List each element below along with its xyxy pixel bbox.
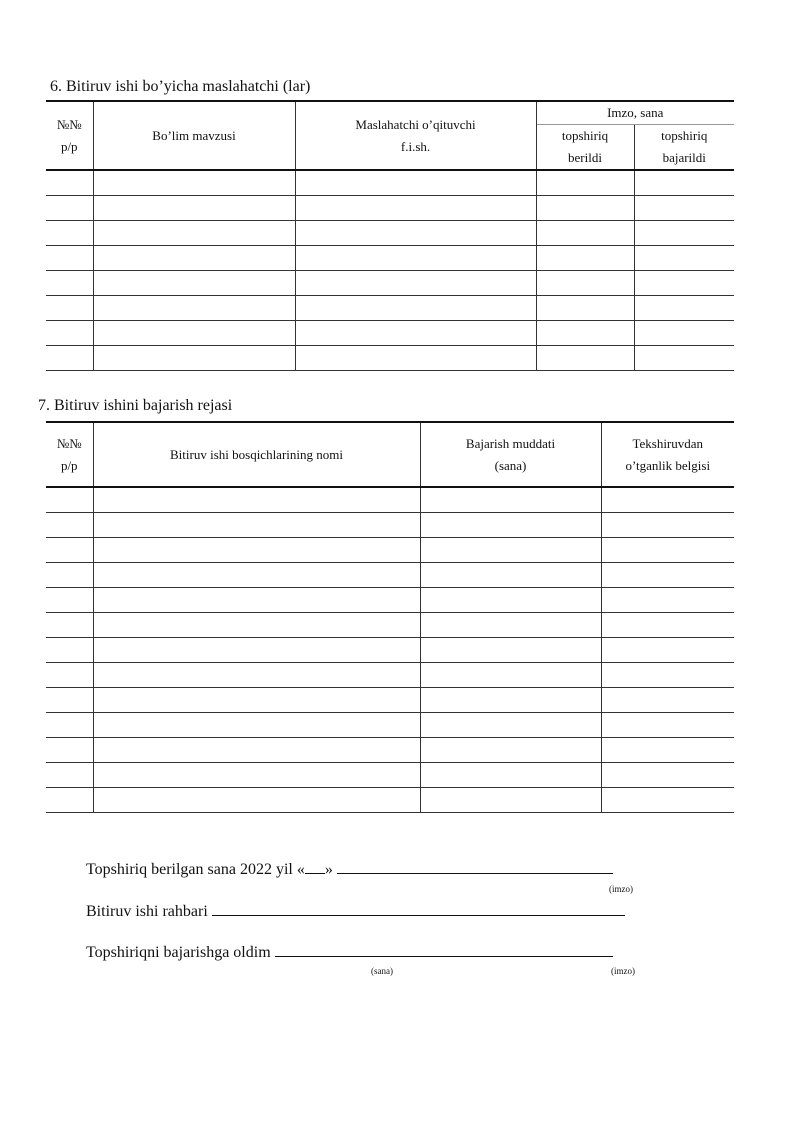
table-cell[interactable] — [46, 196, 93, 221]
table-cell[interactable] — [536, 246, 634, 271]
section-6-heading: 6. Bitiruv ishi bo’yicha maslahatchi (lar) — [50, 78, 311, 95]
table-cell[interactable] — [46, 763, 93, 788]
table-cell[interactable] — [634, 296, 734, 321]
consultants-table — [46, 100, 734, 371]
table-row — [46, 663, 734, 688]
table-cell[interactable] — [420, 513, 601, 538]
table-cell[interactable] — [634, 221, 734, 246]
table-cell[interactable] — [46, 513, 93, 538]
col-consultant-header: Maslahatchi o’qituvchi f.i.sh. — [295, 101, 536, 170]
col-stages-header: Bitiruv ishi bosqichlarining nomi — [93, 422, 420, 487]
table-cell[interactable] — [420, 713, 601, 738]
col-signature-group-header: Imzo, sana — [536, 101, 734, 125]
table-cell[interactable] — [536, 296, 634, 321]
table-cell[interactable] — [93, 321, 295, 346]
imzo-caption: (imzo) — [611, 966, 635, 976]
table-row — [46, 196, 734, 221]
table-cell[interactable] — [46, 170, 93, 196]
table-cell[interactable] — [420, 538, 601, 563]
table-cell[interactable] — [93, 246, 295, 271]
table-cell[interactable] — [46, 738, 93, 763]
table-row — [46, 738, 734, 763]
col-task-done-header: topshiriq bajarildi — [634, 125, 734, 171]
col-number-header: №№ p/p — [46, 101, 93, 170]
table-cell[interactable] — [93, 688, 420, 713]
table-cell[interactable] — [536, 321, 634, 346]
table-cell[interactable] — [601, 788, 734, 813]
table-row — [46, 271, 734, 296]
table-cell[interactable] — [601, 513, 734, 538]
col-check-header: Tekshiruvdan o’tganlik belgisi — [601, 422, 734, 487]
day-blank[interactable] — [305, 858, 325, 874]
table-row — [46, 713, 734, 738]
table-cell[interactable] — [634, 346, 734, 371]
table-cell[interactable] — [93, 738, 420, 763]
table-cell[interactable] — [634, 246, 734, 271]
table-cell[interactable] — [46, 588, 93, 613]
accepted-label: Topshiriqni bajarishga oldim — [86, 944, 271, 961]
table-cell[interactable] — [46, 788, 93, 813]
sana-caption: (sana) — [371, 966, 393, 976]
table-cell[interactable] — [46, 271, 93, 296]
table-cell[interactable] — [295, 196, 536, 221]
table-cell[interactable] — [93, 638, 420, 663]
table-cell[interactable] — [93, 221, 295, 246]
table-cell[interactable] — [295, 221, 536, 246]
accepted-signature-blank[interactable] — [275, 941, 613, 957]
table-cell[interactable] — [46, 221, 93, 246]
table-cell[interactable] — [93, 663, 420, 688]
table-cell[interactable] — [46, 713, 93, 738]
plan-table — [46, 421, 734, 813]
table-cell[interactable] — [93, 487, 420, 513]
table-cell[interactable] — [46, 321, 93, 346]
table-cell[interactable] — [601, 563, 734, 588]
table-cell[interactable] — [420, 487, 601, 513]
assigned-date-label: Topshiriq berilgan sana 2022 yil « — [86, 861, 305, 878]
table-cell[interactable] — [46, 613, 93, 638]
table-cell[interactable] — [601, 588, 734, 613]
table-row — [46, 346, 734, 371]
table-row — [46, 221, 734, 246]
col-task-given-header: topshiriq berildi — [536, 125, 634, 171]
table-cell[interactable] — [601, 638, 734, 663]
table-cell[interactable] — [93, 271, 295, 296]
table-cell[interactable] — [46, 246, 93, 271]
table-cell[interactable] — [93, 538, 420, 563]
supervisor-label: Bitiruv ishi rahbari — [86, 903, 208, 920]
table-cell[interactable] — [420, 688, 601, 713]
table-cell[interactable] — [536, 196, 634, 221]
table-row — [46, 513, 734, 538]
table-cell[interactable] — [601, 713, 734, 738]
table-cell[interactable] — [601, 487, 734, 513]
table-cell[interactable] — [420, 738, 601, 763]
table-row — [46, 246, 734, 271]
col-number-header: №№ p/p — [46, 422, 93, 487]
table-cell[interactable] — [93, 588, 420, 613]
table-row — [46, 563, 734, 588]
table-cell[interactable] — [93, 713, 420, 738]
table-cell[interactable] — [93, 513, 420, 538]
table-cell[interactable] — [601, 738, 734, 763]
table-cell[interactable] — [295, 296, 536, 321]
table-row — [46, 613, 734, 638]
table-cell[interactable] — [420, 563, 601, 588]
table-cell[interactable] — [420, 663, 601, 688]
table-cell[interactable] — [536, 170, 634, 196]
table-cell[interactable] — [634, 196, 734, 221]
section-7-heading: 7. Bitiruv ishini bajarish rejasi — [38, 397, 233, 414]
table-cell[interactable] — [46, 563, 93, 588]
table-cell[interactable] — [634, 321, 734, 346]
table-cell[interactable] — [601, 688, 734, 713]
table-row — [46, 321, 734, 346]
table-row — [46, 763, 734, 788]
assigned-date-signature-blank[interactable] — [337, 858, 613, 874]
table-cell[interactable] — [46, 663, 93, 688]
table-cell[interactable] — [420, 788, 601, 813]
table-cell[interactable] — [46, 346, 93, 371]
table-cell[interactable] — [420, 588, 601, 613]
table-cell[interactable] — [536, 346, 634, 371]
table-cell[interactable] — [601, 538, 734, 563]
col-topic-header: Bo’lim mavzusi — [93, 101, 295, 170]
table-cell[interactable] — [536, 271, 634, 296]
table-cell[interactable] — [295, 321, 536, 346]
table-row — [46, 588, 734, 613]
table-cell[interactable] — [295, 170, 536, 196]
table-row — [46, 170, 734, 196]
table-cell[interactable] — [295, 346, 536, 371]
table-cell[interactable] — [420, 763, 601, 788]
table-cell[interactable] — [93, 613, 420, 638]
supervisor-line — [86, 900, 625, 921]
table-row — [46, 296, 734, 321]
table-cell[interactable] — [46, 638, 93, 663]
table-row — [46, 638, 734, 663]
table-cell[interactable] — [46, 538, 93, 563]
assigned-date-line — [86, 858, 613, 879]
table-cell[interactable] — [93, 170, 295, 196]
table-cell[interactable] — [46, 296, 93, 321]
table-cell[interactable] — [601, 613, 734, 638]
table-cell[interactable] — [634, 271, 734, 296]
table-cell[interactable] — [46, 487, 93, 513]
table-cell[interactable] — [93, 788, 420, 813]
table-row — [46, 688, 734, 713]
assigned-date-close: » — [324, 861, 333, 878]
imzo-caption: (imzo) — [609, 884, 633, 894]
table-cell[interactable] — [46, 688, 93, 713]
supervisor-signature-blank[interactable] — [212, 900, 625, 916]
table-cell[interactable] — [601, 763, 734, 788]
table-cell[interactable] — [420, 613, 601, 638]
table-cell[interactable] — [295, 246, 536, 271]
table-row — [46, 487, 734, 513]
table-cell[interactable] — [93, 296, 295, 321]
table-row — [46, 788, 734, 813]
table-cell[interactable] — [93, 346, 295, 371]
col-deadline-header: Bajarish muddati (sana) — [420, 422, 601, 487]
accepted-line — [86, 941, 613, 962]
table-cell[interactable] — [93, 196, 295, 221]
table-cell[interactable] — [536, 221, 634, 246]
table-cell[interactable] — [93, 763, 420, 788]
table-cell[interactable] — [295, 271, 536, 296]
table-cell[interactable] — [420, 638, 601, 663]
table-cell[interactable] — [601, 663, 734, 688]
table-row — [46, 538, 734, 563]
table-cell[interactable] — [634, 170, 734, 196]
table-cell[interactable] — [93, 563, 420, 588]
